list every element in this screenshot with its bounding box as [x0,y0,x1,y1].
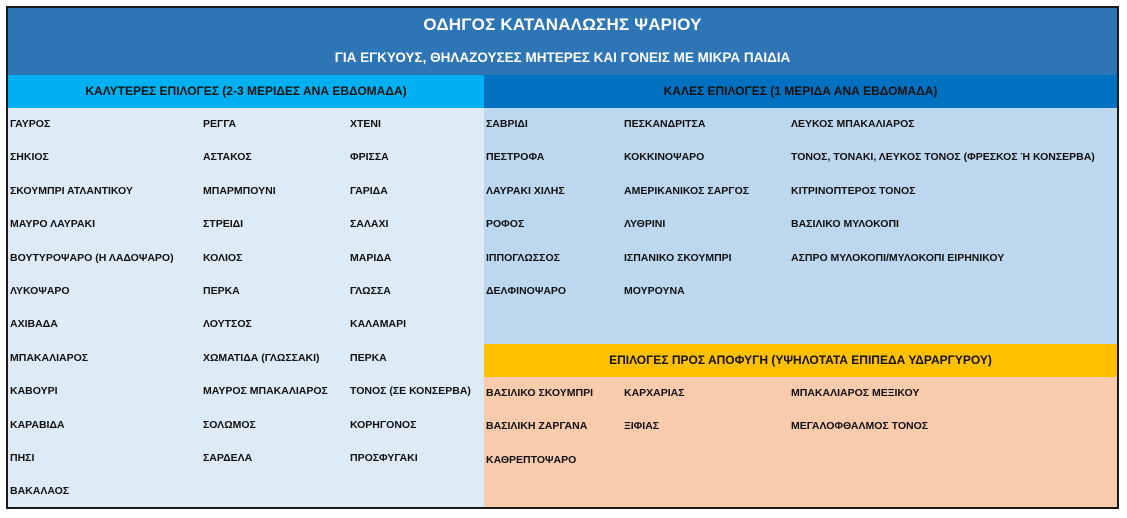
fish-item: ΠΕΣΚΑΝΔΡΙΤΣΑ [624,118,706,130]
fish-item: ΑΣΤΑΚΟΣ [203,151,252,164]
fish-item: ΜΑΡΙΔΑ [350,251,392,264]
fish-item: ΣΚΟΥΜΠΡΙ ΑΤΛΑΝΤΙΚΟΥ [10,184,133,197]
page-title: ΟΔΗΓΟΣ ΚΑΤΑΝΑΛΩΣΗΣ ΨΑΡΙΟΥ [423,15,702,34]
fish-item: ΠΕΡΚΑ [203,284,240,297]
fish-item: ΙΠΠΟΓΛΩΣΣΟΣ [486,251,560,264]
fish-item: ΣΑΒΡΙΔΙ [486,118,528,130]
fish-item: ΚΟΛΙΟΣ [203,251,243,264]
fish-item: ΧΩΜΑΤΙΔΑ (ΓΛΩΣΣΑΚΙ) [203,351,320,364]
fish-item: ΓΑΥΡΟΣ [10,118,51,130]
title-banner [8,8,1117,75]
best-col-1 [10,108,174,509]
fish-item: ΡΕΓΓΑ [203,118,237,130]
fish-item: ΣΤΡΕΙΔΙ [203,218,244,231]
fish-item: ΛΥΚΟΨΑΡΟ [10,284,70,297]
fish-item: ΓΑΡΙΔΑ [350,184,388,197]
fish-item: ΜΠΑΡΜΠΟΥΝΙ [203,184,276,197]
avoid-col-3 [791,377,928,444]
fish-item: ΑΜΕΡΙΚΑΝΙΚΟΣ ΣΑΡΓΟΣ [624,184,750,197]
fish-consumption-guide [6,6,1119,509]
good-col-2 [624,108,749,308]
fish-item: ΠΕΣΤΡΟΦΑ [486,151,545,164]
best-choices-panel [8,108,484,507]
fish-item: ΑΧΙΒΑΔΑ [10,318,58,331]
fish-item: ΚΑΡΑΒΙΔΑ [10,418,65,431]
fish-item: ΜΠΑΚΑΛΙΑΡΟΣ ΜΕΞΙΚΟΥ [791,387,920,399]
fish-item: ΣΑΡΔΕΛΑ [203,451,253,464]
fish-item: ΦΡΙΣΣΑ [350,151,389,164]
good-col-1 [486,108,566,308]
fish-item: ΛΟΥΤΣΟΣ [203,318,252,331]
fish-item: ΒΑΣΙΛΙΚΗ ΖΑΡΓΑΝΑ [486,420,588,433]
fish-item: ΙΣΠΑΝΙΚΟ ΣΚΟΥΜΠΡΙ [624,251,732,264]
best-choices-header: ΚΑΛΥΤΕΡΕΣ ΕΠΙΛΟΓΕΣ (2-3 ΜΕΡΙΔΕΣ ΑΝΑ ΕΒΔΟΜΑΔΑ) [8,75,484,108]
fish-item: ΧΤΕΝΙ [350,118,381,130]
good-choices-header: ΚΑΛΕΣ ΕΠΙΛΟΓΕΣ (1 ΜΕΡΙΔΑ ΑΝΑ ΕΒΔΟΜΑΔΑ) [484,75,1117,108]
fish-item: ΣΗΚΙΟΣ [10,151,49,164]
fish-item: ΔΕΛΦΙΝΟΨΑΡΟ [486,284,567,297]
fish-item: ΚΙΤΡΙΝΟΠΤΕΡΟΣ ΤΟΝΟΣ [791,184,916,197]
best-col-2 [203,108,328,475]
fish-item: ΜΑΥΡΟ ΛΑΥΡΑΚΙ [10,218,96,231]
fish-item: ΚΟΡΗΓΟΝΟΣ [350,418,417,431]
avoid-choices-panel [484,377,1117,507]
fish-item: ΛΑΥΡΑΚΙ ΧΙΛΗΣ [486,184,565,197]
fish-item: ΚΑΡΧΑΡΙΑΣ [624,387,685,399]
good-choices-panel [484,108,1117,344]
fish-item: ΜΟΥΡΟΥΝΑ [624,284,685,297]
good-col-3 [791,108,1095,275]
fish-item: ΒΟΥΤΥΡΟΨΑΡΟ (Η ΛΑΔΟΨΑΡΟ) [10,251,174,264]
fish-item: ΜΠΑΚΑΛΙΑΡΟΣ [10,351,89,364]
fish-item: ΚΟΚΚΙΝΟΨΑΡΟ [624,151,705,164]
avoid-choices-header: ΕΠΙΛΟΓΕΣ ΠΡΟΣ ΑΠΟΦΥΓΗ (ΥΨΗΛΟΤΑΤΑ ΕΠΙΠΕΔΑ ΥΔΡΑΡΓΥΡΟΥ) [484,344,1117,377]
fish-item: ΚΑΒΟΥΡΙ [10,385,58,398]
fish-item: ΠΕΡΚΑ [350,351,387,364]
fish-item: ΑΣΠΡΟ ΜΥΛΟΚΟΠΙ/ΜΥΛΟΚΟΠΙ ΕΙΡΗΝΙΚΟΥ [791,251,1005,264]
fish-item: ΠΗΣΙ [10,451,35,464]
fish-item: ΜΑΥΡΟΣ ΜΠΑΚΑΛΙΑΡΟΣ [203,385,328,398]
fish-item: ΒΑΚΑΛΑΟΣ [10,485,70,498]
fish-item: ΒΑΣΙΛΙΚΟ ΣΚΟΥΜΠΡΙ [486,387,594,399]
fish-item: ΜΕΓΑΛΟΦΘΑΛΜΟΣ ΤΟΝΟΣ [791,420,929,433]
fish-item: ΣΟΛΩΜΟΣ [203,418,256,431]
fish-item: ΡΟΦΟΣ [486,218,525,231]
fish-item: ΓΛΩΣΣΑ [350,284,391,297]
fish-item: ΚΑΘΡΕΠΤΟΨΑΡΟ [486,453,577,466]
fish-item: ΣΑΛΑΧΙ [350,218,389,231]
fish-item: ΚΑΛΑΜΑΡΙ [350,318,407,331]
fish-item: ΤΟΝΟΣ (ΣΕ ΚΟΝΣΕΡΒΑ) [350,385,471,398]
avoid-col-1 [486,377,593,477]
fish-item: ΛΕΥΚΟΣ ΜΠΑΚΑΛΙΑΡΟΣ [791,118,915,130]
avoid-col-2 [624,377,685,444]
fish-item: ΠΡΟΣΦΥΓΑΚΙ [350,451,418,464]
fish-item: ΤΟΝΟΣ, ΤΟΝΑΚΙ, ΛΕΥΚΟΣ ΤΟΝΟΣ (ΦΡΕΣΚΟΣ Ή ΚΟΝΣΕΡΒΑ) [791,151,1095,164]
fish-item: ΒΑΣΙΛΙΚΟ ΜΥΛΟΚΟΠΙ [791,218,899,231]
best-col-3 [350,108,471,475]
page-subtitle: ΓΙΑ ΕΓΚΥΟΥΣ, ΘΗΛΑΖΟΥΣΕΣ ΜΗΤΕΡΕΣ ΚΑΙ ΓΟΝΕΙΣ ΜΕ ΜΙΚΡΑ ΠΑΙΔΙΑ [334,50,791,65]
fish-item: ΞΙΦΙΑΣ [624,420,660,433]
fish-item: ΛΥΘΡΙΝΙ [624,218,666,231]
